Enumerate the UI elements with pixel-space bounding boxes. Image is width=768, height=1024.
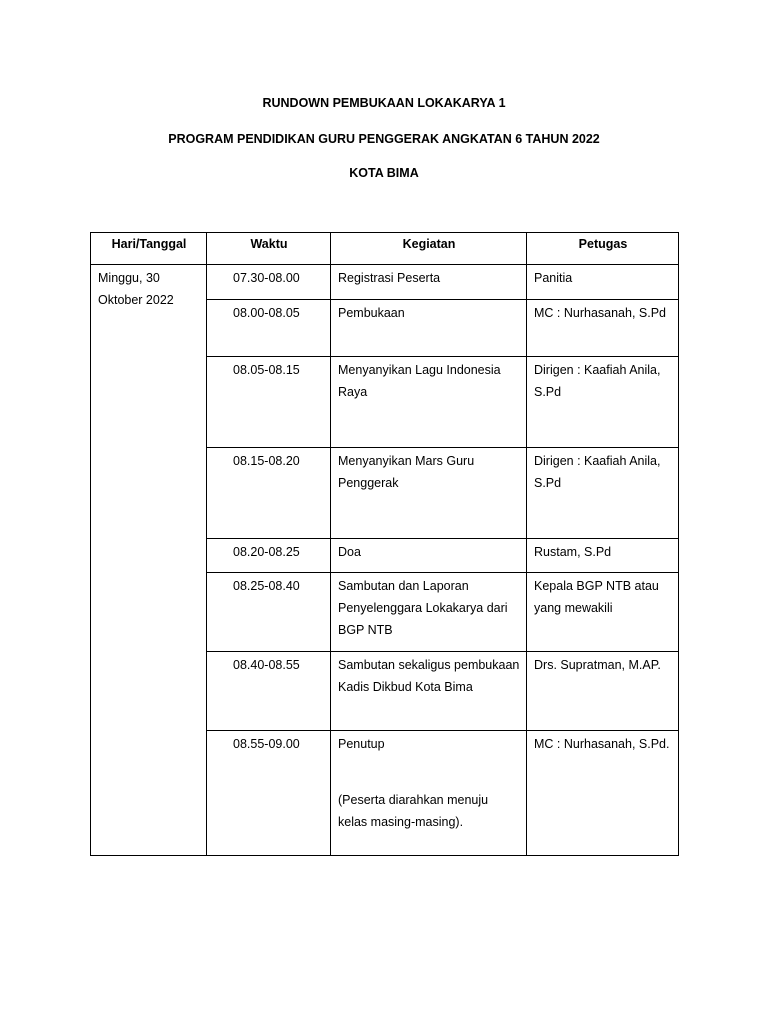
officer-cell: Dirigen : Kaafiah Anila, S.Pd bbox=[527, 448, 679, 539]
table-header-row bbox=[91, 233, 679, 265]
officer-cell: MC : Nurhasanah, S.Pd. bbox=[527, 731, 679, 856]
officer-cell: Rustam, S.Pd bbox=[527, 539, 679, 573]
header-activity: Kegiatan bbox=[331, 233, 527, 265]
activity-cell: Registrasi Peserta bbox=[331, 265, 527, 300]
time-cell: 08.55-09.00 bbox=[207, 731, 331, 856]
document-title: RUNDOWN PEMBUKAAN LOKAKARYA 1 bbox=[262, 96, 506, 110]
table-row bbox=[91, 265, 679, 300]
time-cell: 08.25-08.40 bbox=[207, 573, 331, 652]
city-subtitle: KOTA BIMA bbox=[349, 166, 419, 180]
activity-cell: Menyanyikan Lagu Indonesia Raya bbox=[331, 357, 527, 448]
officer-cell: Kepala BGP NTB atau yang mewakili bbox=[527, 573, 679, 652]
activity-cell bbox=[331, 731, 527, 856]
time-cell: 08.05-08.15 bbox=[207, 357, 331, 448]
activity-cell: Sambutan sekaligus pembukaan Kadis Dikbud Kota Bima bbox=[331, 652, 527, 731]
header-day: Hari/Tanggal bbox=[91, 233, 207, 265]
activity-cell: Doa bbox=[331, 539, 527, 573]
officer-cell: Dirigen : Kaafiah Anila, S.Pd bbox=[527, 357, 679, 448]
activity-cell: Pembukaan bbox=[331, 300, 527, 357]
activity-cell: Sambutan dan Laporan Penyelenggara Lokakarya dari BGP NTB bbox=[331, 573, 527, 652]
program-subtitle: PROGRAM PENDIDIKAN GURU PENGGERAK ANGKATAN 6 TAHUN 2022 bbox=[168, 132, 600, 146]
activity-text: Penutup bbox=[338, 737, 385, 751]
header-officer: Petugas bbox=[527, 233, 679, 265]
officer-cell: MC : Nurhasanah, S.Pd bbox=[527, 300, 679, 357]
header-time: Waktu bbox=[207, 233, 331, 265]
time-cell: 08.20-08.25 bbox=[207, 539, 331, 573]
time-cell: 08.00-08.05 bbox=[207, 300, 331, 357]
time-cell: 08.15-08.20 bbox=[207, 448, 331, 539]
time-cell: 08.40-08.55 bbox=[207, 652, 331, 731]
activity-note: (Peserta diarahkan menuju kelas masing-masing). bbox=[338, 793, 489, 829]
activity-cell: Menyanyikan Mars Guru Penggerak bbox=[331, 448, 527, 539]
officer-cell: Drs. Supratman, M.AP. bbox=[527, 652, 679, 731]
time-cell: 07.30-08.00 bbox=[207, 265, 331, 300]
rundown-table bbox=[90, 232, 679, 856]
officer-cell: Panitia bbox=[527, 265, 679, 300]
day-cell: Minggu, 30 Oktober 2022 bbox=[91, 265, 207, 856]
